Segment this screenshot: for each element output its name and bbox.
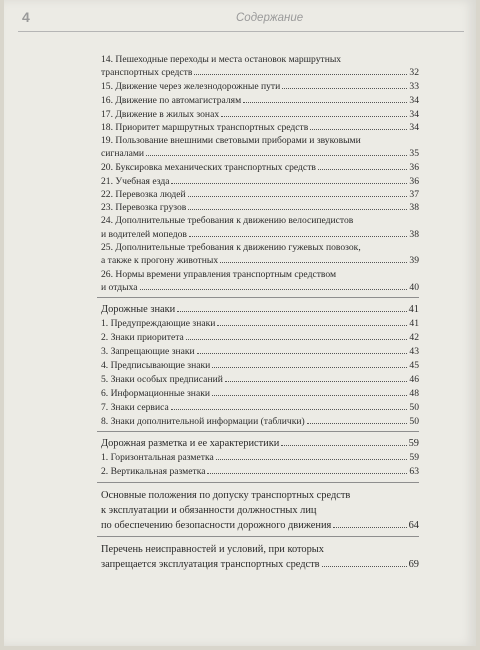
- toc-entry-14-line1[interactable]: 14. Пешеходные переходы и места остановок маршрутных: [101, 54, 342, 65]
- toc-entry-21[interactable]: 21. Учебная езда 36: [101, 176, 419, 187]
- toc-entry-25-line1[interactable]: 25. Дополнительные требования к движению гужевых повозок,: [101, 242, 361, 253]
- toc-entry-signs-7[interactable]: 7. Знаки сервиса 50: [101, 402, 419, 413]
- toc-entry-signs-2[interactable]: 2. Знаки приоритета 42: [101, 332, 419, 343]
- toc-section-malfunctions-line1[interactable]: Перечень неисправностей и условий, при которых: [101, 544, 324, 555]
- toc-entry-22[interactable]: 22. Перевозка людей 37: [101, 189, 419, 200]
- toc-section-provisions-line1[interactable]: Основные положения по допуску транспортных средств: [101, 490, 351, 501]
- toc-entry-markings-1[interactable]: 1. Горизонтальная разметка 59: [101, 452, 419, 463]
- toc-entry-16[interactable]: 16. Движение по автомагистралям 34: [101, 95, 419, 106]
- toc-entry-25[interactable]: а также к прогону животных 39: [101, 255, 419, 266]
- page-number: 4: [22, 9, 30, 25]
- toc-entry-15[interactable]: 15. Движение через железнодорожные пути 33: [101, 81, 419, 92]
- toc-entry-26-line1[interactable]: 26. Нормы времени управления транспортным средством: [101, 269, 337, 280]
- header-rule: [18, 31, 464, 32]
- toc-section-provisions-line2[interactable]: к эксплуатации и обязанности должностных лиц: [101, 505, 317, 516]
- section-divider: [97, 297, 419, 298]
- toc-entry-26[interactable]: и отдыха 40: [101, 282, 419, 293]
- book-page: [4, 0, 476, 646]
- toc-entry-24-line1[interactable]: 24. Дополнительные требования к движению велосипедистов: [101, 215, 354, 226]
- toc-entry-18[interactable]: 18. Приоритет маршрутных транспортных средств 34: [101, 122, 419, 133]
- toc-entry-14[interactable]: транспортных средств 32: [101, 67, 419, 78]
- toc-entry-17[interactable]: 17. Движение в жилых зонах 34: [101, 109, 419, 120]
- toc-entry-signs-4[interactable]: 4. Предписывающие знаки 45: [101, 360, 419, 371]
- section-divider: [97, 482, 419, 483]
- toc-section-road-markings[interactable]: Дорожная разметка и ее характеристики 59: [101, 438, 419, 449]
- toc-section-provisions[interactable]: по обеспечению безопасности дорожного движения 64: [101, 520, 419, 531]
- toc-entry-signs-1[interactable]: 1. Предупреждающие знаки 41: [101, 318, 419, 329]
- toc-entry-markings-2[interactable]: 2. Вертикальная разметка 63: [101, 466, 419, 477]
- toc-entry-24[interactable]: и водителей мопедов 38: [101, 229, 419, 240]
- toc-entry-signs-3[interactable]: 3. Запрещающие знаки 43: [101, 346, 419, 357]
- toc-section-road-signs[interactable]: Дорожные знаки 41: [101, 304, 419, 315]
- section-divider: [97, 536, 419, 537]
- toc-entry-20[interactable]: 20. Буксировка механических транспортных средств 36: [101, 162, 419, 173]
- toc-section-malfunctions[interactable]: запрещается эксплуатация транспортных средств 69: [101, 559, 419, 570]
- running-head: Содержание: [236, 12, 304, 24]
- section-divider: [97, 431, 419, 432]
- toc-entry-signs-5[interactable]: 5. Знаки особых предписаний 46: [101, 374, 419, 385]
- toc-entry-signs-6[interactable]: 6. Информационные знаки 48: [101, 388, 419, 399]
- page-header: [4, 0, 476, 34]
- toc-entry-23[interactable]: 23. Перевозка грузов 38: [101, 202, 419, 213]
- toc-entry-signs-8[interactable]: 8. Знаки дополнительной информации (таблички) 50: [101, 416, 419, 427]
- toc-entry-19-line1[interactable]: 19. Пользование внешними световыми приборами и звуковыми: [101, 135, 361, 146]
- toc-entry-19[interactable]: сигналами 35: [101, 148, 419, 159]
